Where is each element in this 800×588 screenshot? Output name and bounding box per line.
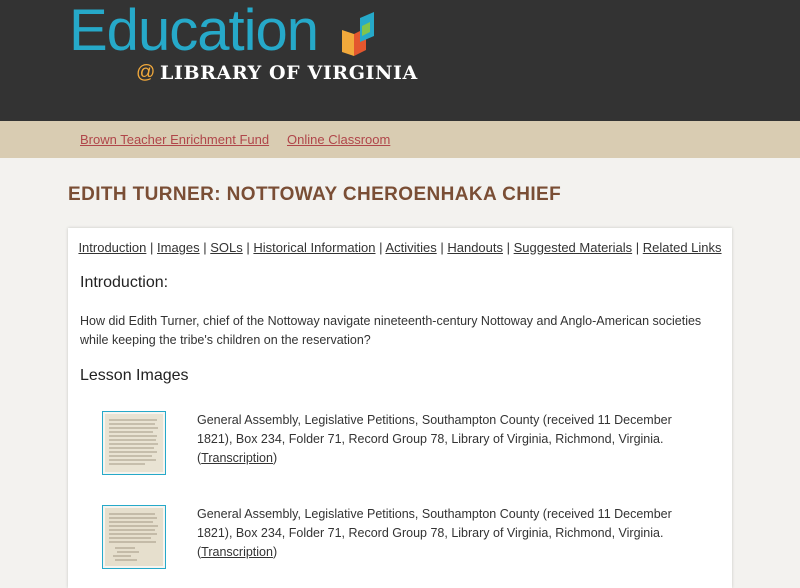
caption-text: General Assembly, Legislative Petitions, Southampton County (received 11 December 1821), Box 234, Folder 71, Record Group 78, Library of Virginia, Richmond, Virginia. ( — [197, 413, 672, 465]
tab-separator: | — [150, 240, 157, 255]
book-logo-icon — [340, 12, 378, 58]
lesson-tabs — [68, 240, 732, 255]
transcription-link[interactable]: Transcription — [201, 545, 273, 559]
logo-education-text[interactable]: Education — [69, 0, 318, 63]
tab-handouts[interactable]: Handouts — [447, 240, 503, 255]
image-caption — [197, 505, 697, 562]
nav-link-brown-teacher-enrichment-fund[interactable]: Brown Teacher Enrichment Fund — [80, 132, 270, 147]
lesson-images-heading: Lesson Images — [80, 367, 189, 384]
image-caption — [197, 411, 697, 468]
tab-activities[interactable]: Activities — [385, 240, 437, 255]
nav-link-online-classroom[interactable]: Online Classroom — [287, 132, 391, 147]
tab-historical-information[interactable]: Historical Information — [253, 240, 376, 255]
transcription-link[interactable]: Transcription — [201, 451, 273, 465]
tab-separator: | — [506, 240, 514, 255]
tab-introduction[interactable]: Introduction — [78, 240, 147, 255]
logo-library-of-virginia[interactable]: LIBRARY OF VIRGINIA — [160, 62, 418, 84]
caption-close: ) — [272, 545, 278, 559]
tab-separator: | — [246, 240, 254, 255]
logo-at-symbol: @ — [136, 62, 156, 83]
introduction-heading: Introduction: — [80, 274, 169, 291]
manuscript-document-icon — [105, 508, 163, 566]
caption-close: ) — [272, 451, 278, 465]
tab-separator: | — [203, 240, 211, 255]
tab-separator: | — [379, 240, 386, 255]
tab-suggested-materials[interactable]: Suggested Materials — [513, 240, 633, 255]
secondary-nav — [0, 121, 800, 158]
caption-text: General Assembly, Legislative Petitions, Southampton County (received 11 December 1821), Box 234, Folder 71, Record Group 78, Library of Virginia, Richmond, Virginia. ( — [197, 507, 672, 559]
introduction-text: How did Edith Turner, chief of the Nottoway navigate nineteenth-century Nottoway and Anglo-American societies while keeping the tribe's children on the reservation? — [80, 314, 702, 347]
tab-images[interactable]: Images — [157, 240, 200, 255]
tab-separator: | — [635, 240, 643, 255]
tab-separator: | — [440, 240, 448, 255]
manuscript-document-icon — [105, 414, 163, 472]
tab-sols[interactable]: SOLs — [210, 240, 243, 255]
tab-related-links[interactable]: Related Links — [642, 240, 722, 255]
site-header — [0, 0, 800, 121]
manuscript-thumbnail[interactable] — [102, 505, 166, 569]
lesson-content-panel — [68, 228, 732, 588]
page-title: EDITH TURNER: NOTTOWAY CHEROENHAKA CHIEF — [68, 184, 562, 205]
manuscript-thumbnail[interactable] — [102, 411, 166, 475]
